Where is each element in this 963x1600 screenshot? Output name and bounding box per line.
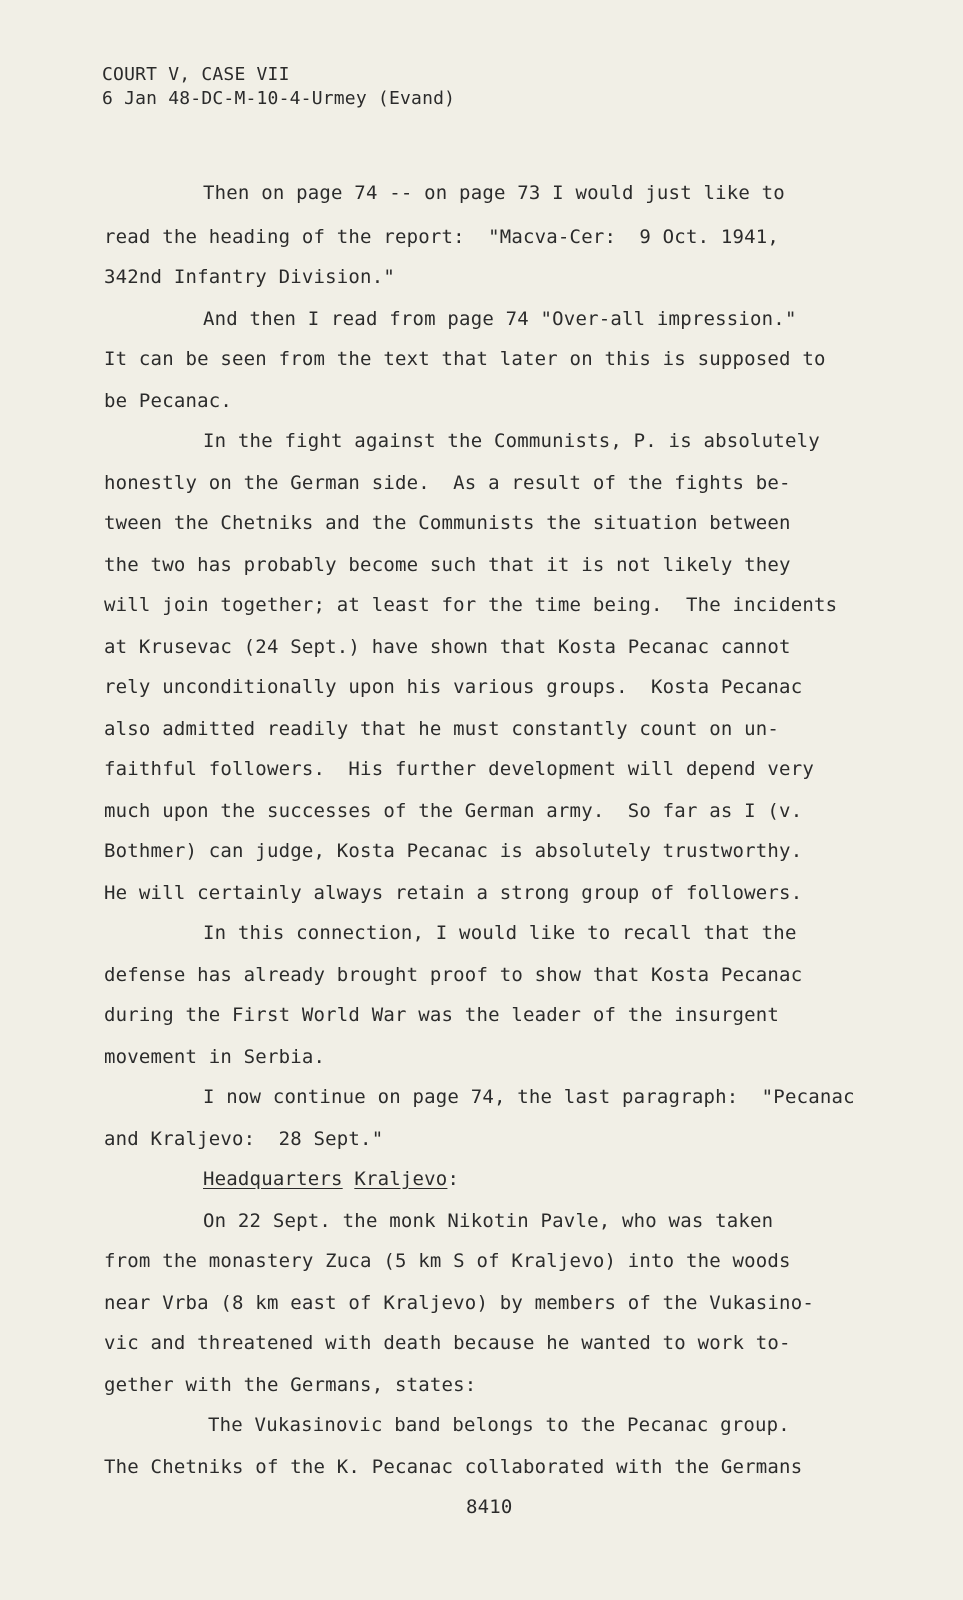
body-line: at Krusevac (24 Sept.) have shown that Kosta Pecanac cannot — [104, 636, 791, 658]
body-line: In this connection, I would like to recall that the — [203, 922, 797, 944]
header-line-2: 6 Jan 48-DC-M-10-4-Urmey (Evand) — [102, 88, 456, 109]
body-line: 342nd Infantry Division." — [104, 266, 395, 288]
body-line: the two has probably become such that it is not likely they — [104, 554, 791, 576]
subheading-word: Kraljevo — [354, 1168, 448, 1190]
page-number: 8410 — [466, 1496, 513, 1518]
body-line: On 22 Sept. the monk Nikotin Pavle, who was taken — [203, 1210, 774, 1232]
header-line-1: COURT V, CASE VII — [102, 64, 290, 85]
body-line: rely unconditionally upon his various groups. Kosta Pecanac — [104, 676, 803, 698]
body-line: Bothmer) can judge, Kosta Pecanac is absolutely trustworthy. — [104, 840, 803, 862]
body-line: tween the Chetniks and the Communists the situation between — [104, 512, 791, 534]
subheading — [203, 1168, 459, 1190]
body-line: He will certainly always retain a strong group of followers. — [104, 882, 803, 904]
body-line: also admitted readily that he must constantly count on un- — [104, 718, 780, 740]
body-line: from the monastery Zuca (5 km S of Kraljevo) into the woods — [104, 1250, 791, 1272]
body-line: read the heading of the report: "Macva-Cer: 9 Oct. 1941, — [104, 226, 780, 248]
subheading-word: Headquarters — [203, 1168, 343, 1190]
body-line: It can be seen from the text that later on this is supposed to — [104, 348, 826, 370]
body-line: will join together; at least for the time being. The incidents — [104, 594, 838, 616]
body-line: during the First World War was the leader of the insurgent — [104, 1004, 780, 1026]
body-line: honestly on the German side. As a result of the fights be- — [104, 472, 791, 494]
body-line: Then on page 74 -- on page 73 I would just like to — [203, 182, 785, 204]
subheading-colon: : — [447, 1168, 460, 1190]
body-line: And then I read from page 74 "Over-all impression." — [203, 308, 797, 330]
body-line: The Chetniks of the K. Pecanac collaborated with the Germans — [104, 1456, 803, 1478]
body-line: near Vrba (8 km east of Kraljevo) by members of the Vukasino- — [104, 1292, 814, 1314]
body-line: I now continue on page 74, the last paragraph: "Pecanac — [203, 1086, 855, 1108]
body-line: movement in Serbia. — [104, 1046, 326, 1068]
body-line: gether with the Germans, states: — [104, 1374, 477, 1396]
body-line: The Vukasinovic band belongs to the Pecanac group. — [208, 1414, 790, 1436]
body-line: and Kraljevo: 28 Sept." — [104, 1128, 384, 1150]
body-line: vic and threatened with death because he wanted to work to- — [104, 1332, 791, 1354]
body-line: In the fight against the Communists, P. is absolutely — [203, 430, 820, 452]
body-line: much upon the successes of the German army. So far as I (v. — [104, 800, 803, 822]
body-line: faithful followers. His further development will depend very — [104, 758, 814, 780]
body-line: defense has already brought proof to show that Kosta Pecanac — [104, 964, 803, 986]
body-line: be Pecanac. — [104, 390, 233, 412]
